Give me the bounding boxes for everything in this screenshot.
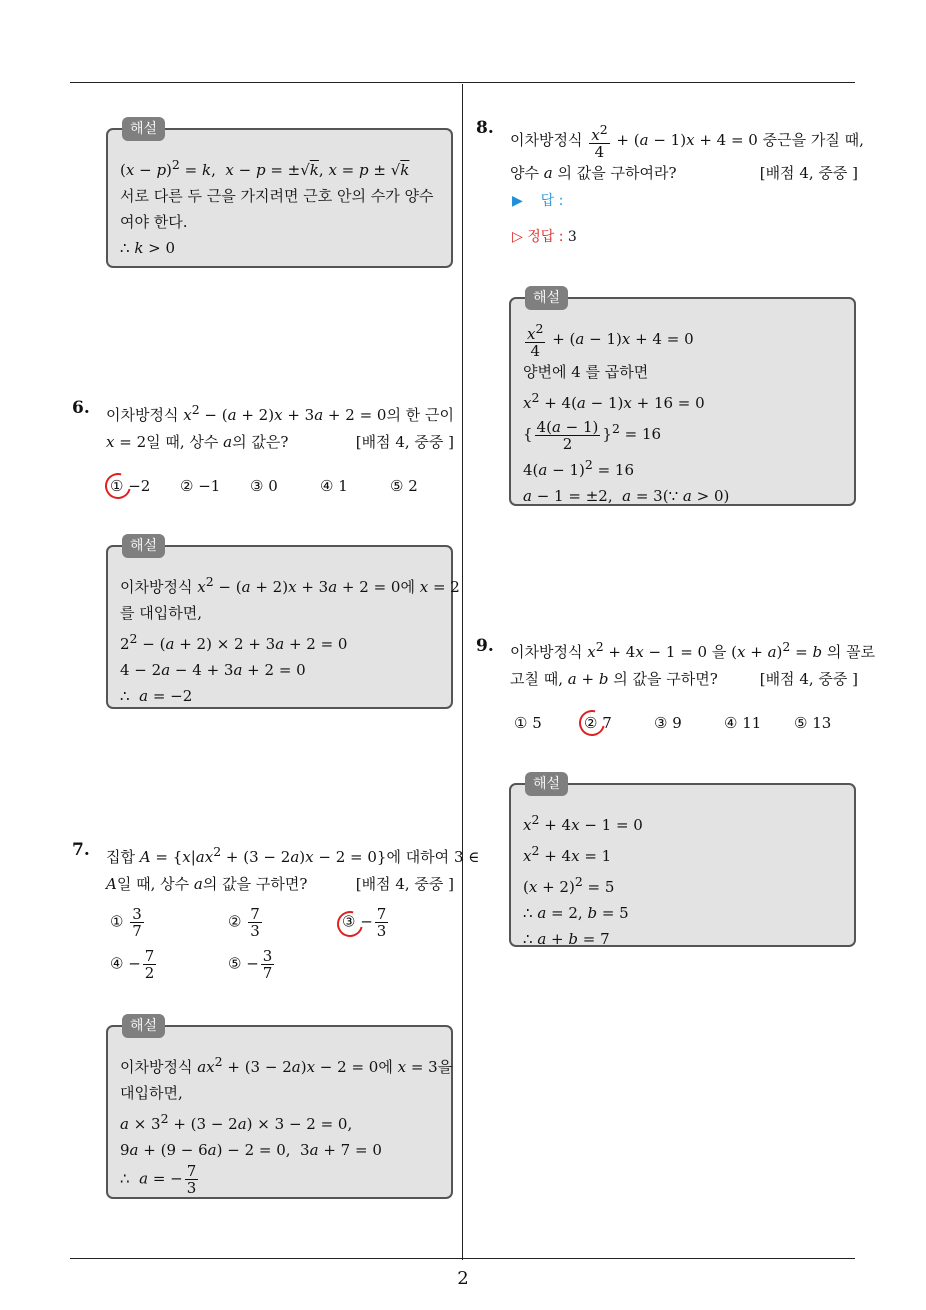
q9-text: 이차방정식 $x^2 + 4x - 1 = 0$ 을 $(x + a)^2 = b$ 의 꼴로 고칠 때, a + b 의 값을 구하면? [배점 4, 중중 ] bbox=[510, 633, 858, 693]
q9-option-1[interactable]: ① 5 bbox=[514, 714, 542, 732]
q7-option-2[interactable]: ② $\frac{7}{3}$ bbox=[228, 905, 260, 940]
q6-text: 이차방정식 $x^2 - (a + 2)x + 3a + 2 = 0$의 한 근이 x = 2일 때, 상수 a의 값은? [배점 4, 중중 ] bbox=[106, 396, 454, 456]
q5-sol-formula: $(x - p)^2 = k$, x − p = ±√k, x = p ± √k bbox=[120, 157, 410, 179]
q7-number: 7. bbox=[72, 840, 90, 860]
q6-text-d: 의 값은? bbox=[232, 433, 289, 451]
q7-option-5[interactable]: ⑤ − $\frac{3}{7}$ bbox=[228, 947, 273, 982]
q5-sol-line2: 서로 다른 두 근을 가지려면 근호 안의 수가 양수 bbox=[120, 187, 434, 205]
q6-text-b: 의 한 근이 bbox=[386, 406, 454, 424]
q9-number: 9. bbox=[476, 636, 494, 656]
q8-sol-line2: 양변에 4 를 곱하면 bbox=[523, 363, 649, 381]
play-outline-icon: ▷ bbox=[512, 229, 523, 245]
q7-sol-line2: 대입하면, bbox=[120, 1084, 183, 1102]
q8-meta: [배점 4, 중중 ] bbox=[759, 164, 858, 182]
q9-meta: [배점 4, 중중 ] bbox=[759, 670, 858, 688]
q6-text-c: 일 때, 상수 bbox=[146, 433, 219, 451]
solution-tag: 해설 bbox=[525, 772, 568, 796]
solution-tag: 해설 bbox=[122, 1014, 165, 1038]
q5-solution-box bbox=[106, 121, 453, 268]
q6-option-4[interactable]: ④ 1 bbox=[320, 477, 348, 495]
q7-meta: [배점 4, 중중 ] bbox=[355, 875, 454, 893]
correct-label: 정답 : bbox=[527, 229, 564, 245]
page-number: 2 bbox=[457, 1268, 469, 1289]
solution-tag: 해설 bbox=[122, 117, 165, 141]
q9-option-3[interactable]: ③ 9 bbox=[654, 714, 682, 732]
q6-solution-box: 해설 이차방정식 $x^2 - (a + 2)x + 3a + 2 = 0$에 x = 2 를 대입하면, $2^2 - (a + 2) \times 2 + 3a + 2 = 0$ 4 − 2a − 4 + 3a + 2 = 0 ∴ a = −2 bbox=[106, 545, 453, 709]
correct-value: 3 bbox=[567, 229, 577, 245]
play-icon: ▶ bbox=[512, 193, 523, 209]
q7-option-4[interactable]: ④ − $\frac{7}{2}$ bbox=[110, 947, 155, 982]
q6-option-5[interactable]: ⑤ 2 bbox=[390, 477, 418, 495]
q8-correct-line bbox=[512, 226, 577, 246]
q7-text: 집합 $A = \{x|ax^2 + (3 - 2a)x - 2 = 0\}$에 대하여 3 ∈ A일 때, 상수 a의 값을 구하면? [배점 4, 중중 ] bbox=[106, 838, 454, 898]
q9-option-5[interactable]: ⑤ 13 bbox=[794, 714, 832, 732]
answer-mark bbox=[332, 906, 368, 942]
top-rule bbox=[70, 82, 855, 83]
solution-tag: 해설 bbox=[122, 534, 165, 558]
q9-solution-box: 해설 $x^2 + 4x - 1 = 0$ $x^2 + 4x = 1$ $(x + 2)^2 = 5$ ∴ a = 2, b = 5 ∴ a + b = 7 bbox=[509, 783, 856, 947]
q8-answer-line bbox=[512, 190, 563, 210]
q6-option-2[interactable]: ② −1 bbox=[180, 477, 221, 495]
q9-option-2[interactable]: ② 7 bbox=[584, 714, 612, 732]
q7-option-3[interactable]: ③ − $\frac{7}{3}$ bbox=[342, 906, 390, 939]
q6-option-1[interactable]: ① −2 bbox=[110, 477, 150, 495]
q8-text: 이차방정식 $\frac{x^2}{4}$ + (a − 1)x + 4 = 0 중근을 가질 때, 양수 a 의 값을 구하여라? [배점 4, 중중 ] bbox=[510, 122, 858, 187]
answer-mark bbox=[574, 705, 610, 741]
q5-sol-line3: 여야 한다. bbox=[120, 213, 188, 231]
q8-solution-box: 해설 $\frac{x^2}{4}$ + (a − 1)x + 4 = 0 양변에 4 를 곱하면 $x^2 + 4(a - 1)x + 16 = 0$ { $\frac{4(a - 1)}{2}$ }$^2$ = 16 $4(a - 1)^2 = 16$ a − 1 = ±2, a = 3(∵ a > 0) bbox=[509, 297, 856, 506]
solution-tag: 해설 bbox=[525, 286, 568, 310]
q7-solution-box: 해설 이차방정식 $ax^2 + (3 - 2a)x - 2 = 0$에 x = 3을 대입하면, $a \times 3^2 + (3 - 2a) \times 3 - 2 = 0$, 9a + (9 − 6a) − 2 = 0, 3a + 7 = 0 ∴ a = − $\frac{7}{3}$ bbox=[106, 1025, 453, 1199]
q6-text-a: 이차방정식 bbox=[106, 406, 179, 424]
q8-number: 8. bbox=[476, 118, 494, 138]
column-divider bbox=[462, 84, 463, 1260]
answer-mark bbox=[100, 468, 136, 504]
q5-sol-conclusion: ∴ k > 0 bbox=[120, 239, 176, 257]
q6-number: 6. bbox=[72, 398, 90, 418]
q7-options bbox=[110, 906, 450, 986]
q7-option-1[interactable]: ① $\frac{3}{7}$ bbox=[110, 905, 142, 940]
q9-option-4[interactable]: ④ 11 bbox=[724, 714, 762, 732]
q6-option-3[interactable]: ③ 0 bbox=[250, 477, 278, 495]
q6-meta: [배점 4, 중중 ] bbox=[355, 433, 454, 451]
q6-sol-line2: 를 대입하면, bbox=[120, 604, 202, 622]
answer-label: 답 : bbox=[540, 193, 564, 209]
